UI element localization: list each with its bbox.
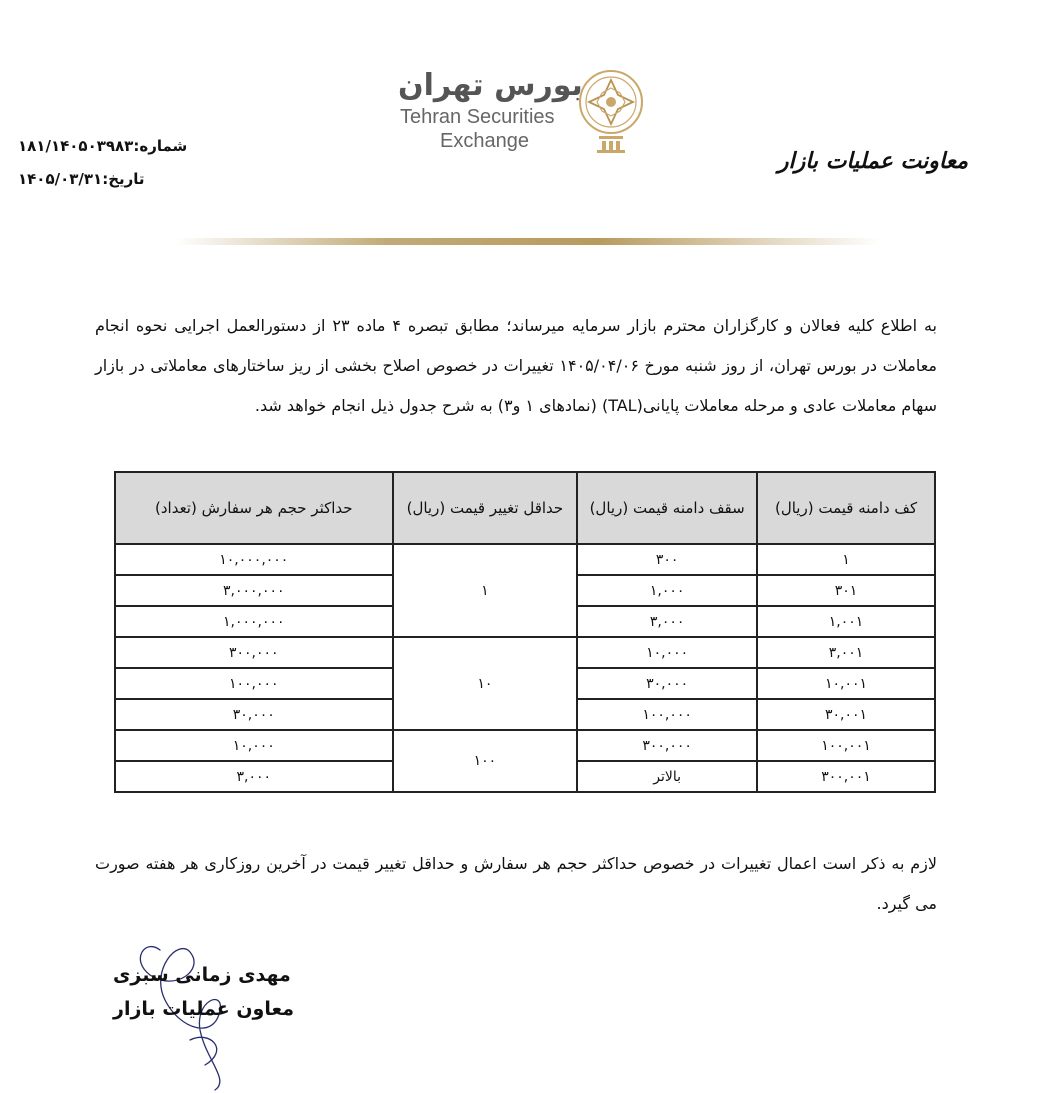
- price-ceiling-cell: ۳۰,۰۰۰: [577, 668, 757, 699]
- price-ceiling-cell: بالاتر: [577, 761, 757, 792]
- exchange-logo-persian: بورس تهران: [398, 68, 583, 103]
- exchange-logo-english-line1: Tehran Securities: [400, 106, 555, 128]
- table-row: [115, 637, 935, 668]
- price-ceiling-cell: ۳۰۰: [577, 544, 757, 575]
- letter-number-label: شماره:: [133, 137, 188, 155]
- table-header-row: [115, 472, 935, 544]
- max-volume-cell: ۳,۰۰۰: [115, 761, 393, 792]
- letter-date: [18, 170, 145, 188]
- exchange-emblem-icon: [576, 66, 646, 154]
- min-tick-cell: ۱۰۰: [393, 730, 578, 792]
- price-floor-cell: ۳۰۱: [757, 575, 935, 606]
- min-tick-cell: ۱: [393, 544, 578, 637]
- max-volume-cell: ۳۰۰,۰۰۰: [115, 637, 393, 668]
- price-ceiling-cell: ۱۰,۰۰۰: [577, 637, 757, 668]
- max-volume-cell: ۱,۰۰۰,۰۰۰: [115, 606, 393, 637]
- letter-number: [18, 137, 187, 155]
- header-price-ceiling: سقف دامنه قیمت (ریال): [577, 472, 757, 544]
- closing-paragraph: لازم به ذکر است اعمال تغییرات در خصوص حداکثر حجم هر سفارش و حداقل تغییر قیمت در آخرین روزکاری هر هفته صورت می گیرد.: [95, 854, 937, 913]
- min-tick-cell: ۱۰: [393, 637, 578, 730]
- header-price-floor: کف دامنه قیمت (ریال): [757, 472, 935, 544]
- signatory-name: مهدی زمانی سبزی: [113, 964, 291, 986]
- letter-number-value: ۱۸۱/۱۴۰۵۰۳۹۸۳: [18, 137, 134, 155]
- max-volume-cell: ۳۰,۰۰۰: [115, 699, 393, 730]
- price-ceiling-cell: ۱۰۰,۰۰۰: [577, 699, 757, 730]
- price-ceiling-cell: ۳,۰۰۰: [577, 606, 757, 637]
- max-volume-cell: ۳,۰۰۰,۰۰۰: [115, 575, 393, 606]
- price-floor-cell: ۳,۰۰۱: [757, 637, 935, 668]
- letter-date-label: تاریخ:: [102, 170, 145, 188]
- price-tick-table: [114, 471, 936, 793]
- department-title: معاونت عملیات بازار: [777, 148, 968, 174]
- max-volume-cell: ۱۰۰,۰۰۰: [115, 668, 393, 699]
- header-max-order-volume: حداکثر حجم هر سفارش (تعداد): [115, 472, 393, 544]
- price-floor-cell: ۱۰۰,۰۰۱: [757, 730, 935, 761]
- max-volume-cell: ۱۰,۰۰۰: [115, 730, 393, 761]
- price-floor-cell: ۳۰,۰۰۱: [757, 699, 935, 730]
- table-row: [115, 730, 935, 761]
- header-divider: [175, 238, 880, 245]
- price-floor-cell: ۱۰,۰۰۱: [757, 668, 935, 699]
- exchange-logo-english-line2: Exchange: [440, 130, 529, 152]
- price-floor-cell: ۳۰۰,۰۰۱: [757, 761, 935, 792]
- price-ceiling-cell: ۱,۰۰۰: [577, 575, 757, 606]
- price-floor-cell: ۱: [757, 544, 935, 575]
- table-row: [115, 544, 935, 575]
- max-volume-cell: ۱۰,۰۰۰,۰۰۰: [115, 544, 393, 575]
- header-min-tick: حداقل تغییر قیمت (ریال): [393, 472, 578, 544]
- signatory-title: معاون عملیات بازار: [113, 998, 294, 1020]
- letter-date-value: ۱۴۰۵/۰۳/۳۱: [18, 170, 103, 188]
- announcement-paragraph: به اطلاع کلیه فعالان و کارگزاران محترم بازار سرمایه میرساند؛ مطابق تبصره ۴ ماده ۲۳ از دستورالعمل اجرایی نحوه انجام معاملات در بورس تهران، از روز شنبه مورخ ۱۴۰۵/۰۴/۰۶ تغییرات در خصوص اصلاح بخشی از ریز ساختارهای معاملاتی در بازار سهام معاملات عادی و مرحله معاملات پایانی(TAL) (نمادهای ۱ و۳) به شرح جدول ذیل انجام خواهد شد.: [95, 316, 938, 415]
- price-floor-cell: ۱,۰۰۱: [757, 606, 935, 637]
- price-ceiling-cell: ۳۰۰,۰۰۰: [577, 730, 757, 761]
